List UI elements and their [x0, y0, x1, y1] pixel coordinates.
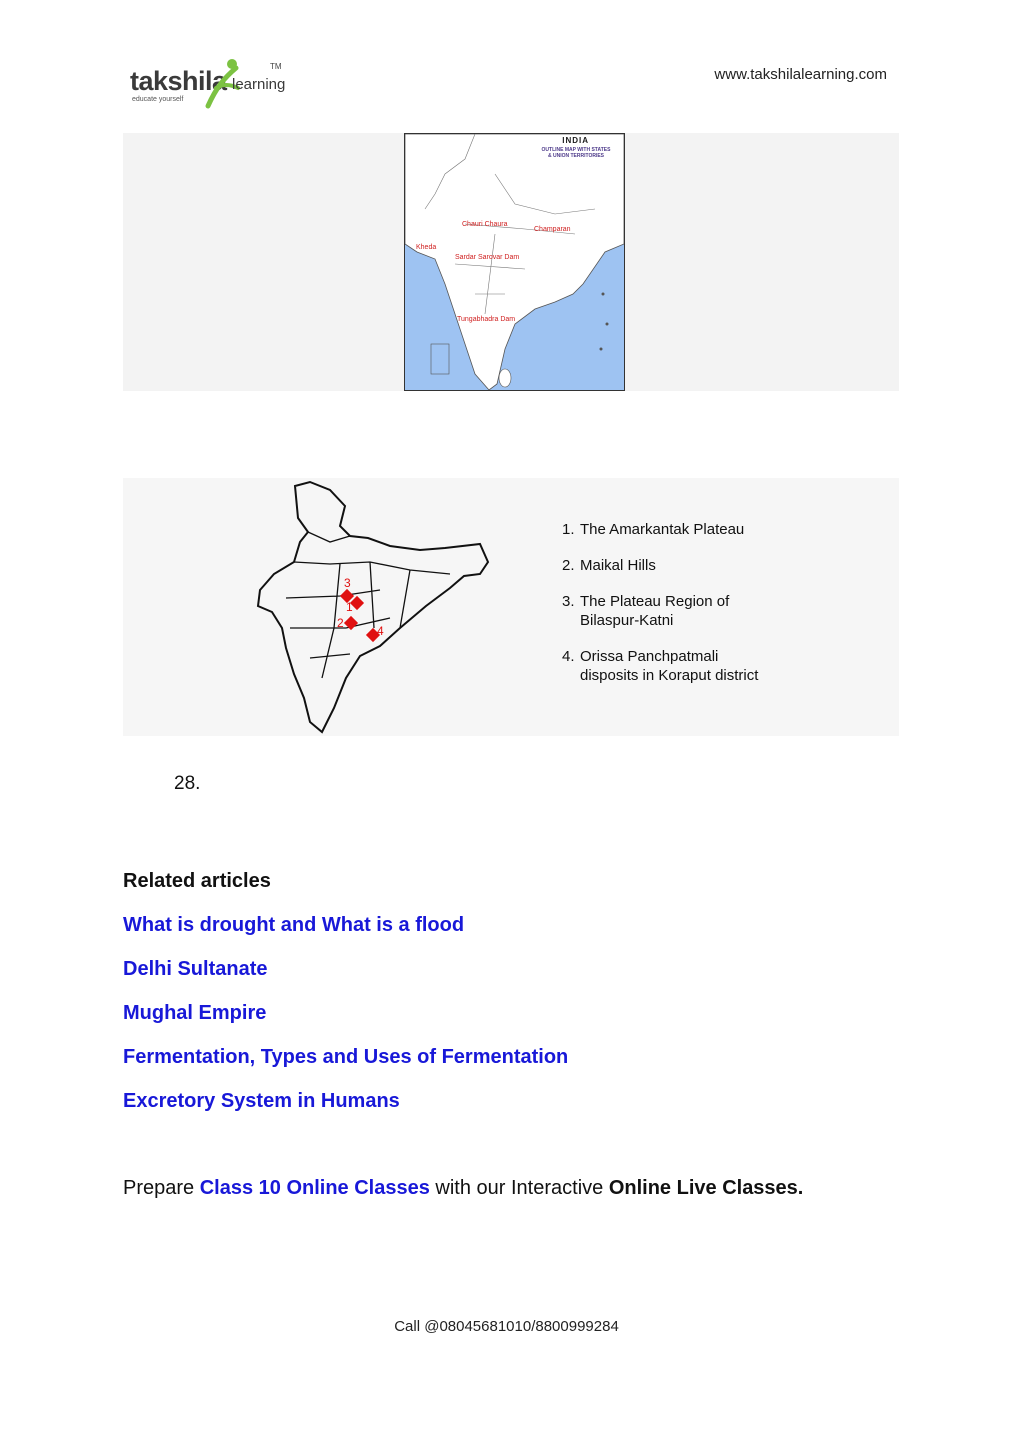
takshila-logo[interactable] — [130, 58, 290, 112]
related-link[interactable]: What is drought and What is a flood — [123, 914, 465, 936]
marker-label: 1 — [346, 600, 353, 614]
legend-item — [562, 592, 862, 630]
india-map-drawing — [405, 134, 624, 390]
related-link[interactable]: Excretory System in Humans — [123, 1090, 400, 1112]
logo-wordmark-learning: learning — [232, 76, 286, 93]
legend-text: The Plateau Region of Bilaspur-Katni — [580, 593, 730, 629]
legend-num: 2. — [562, 557, 575, 574]
legend-text: The Amarkantak Plateau — [580, 521, 745, 538]
legend-num: 3. — [562, 593, 575, 610]
legend-item — [562, 520, 862, 539]
marker-label: 2 — [337, 616, 344, 630]
india-plateau-map — [250, 478, 500, 736]
logo-tagline: educate yourself — [132, 96, 184, 103]
marker-label: 4 — [377, 624, 384, 638]
legend-item — [562, 556, 862, 575]
legend-num: 1. — [562, 521, 575, 538]
legend-text: Maikal Hills — [580, 557, 656, 574]
footer-call: Call @08045681010/8800999284 — [394, 1318, 619, 1335]
class10-online-classes-link[interactable]: Class 10 Online Classes — [199, 1177, 430, 1199]
place-label: Kheda — [416, 244, 437, 251]
place-label: Tungabhadra Dam — [457, 316, 516, 323]
marker-label: 3 — [344, 576, 351, 590]
place-label: Chauri Chaura — [462, 221, 508, 228]
logo-wordmark: takshila — [130, 66, 227, 96]
question-number: 28. — [174, 773, 201, 794]
map1-subtitle-line1: OUTLINE MAP WITH STATES — [541, 147, 611, 153]
plateau-legend — [562, 520, 862, 702]
india-outline-map — [404, 133, 625, 391]
place-label: Sardar Sarovar Dam — [455, 254, 520, 261]
related-articles-heading: Related articles — [123, 870, 271, 892]
legend-num: 4. — [562, 648, 575, 665]
prepare-prefix: Prepare — [123, 1177, 200, 1199]
legend-text: Orissa Panchpatmali disposits in Koraput district — [580, 648, 759, 684]
place-label: Champaran — [534, 226, 571, 233]
related-link[interactable]: Delhi Sultanate — [123, 958, 268, 980]
related-link[interactable]: Mughal Empire — [123, 1002, 267, 1024]
online-live-classes-text: Online Live Classes. — [608, 1177, 804, 1199]
related-link[interactable]: Fermentation, Types and Uses of Fermentation — [123, 1046, 569, 1068]
map1-title: INDIA — [562, 136, 589, 145]
map1-subtitle — [526, 147, 626, 159]
prepare-middle: with our Interactive — [429, 1177, 609, 1199]
plateau-map-drawing — [250, 478, 500, 736]
logo-trademark: TM — [270, 62, 282, 71]
prepare-line — [123, 1177, 803, 1200]
site-url[interactable]: www.takshilalearning.com — [714, 66, 887, 83]
legend-item — [562, 647, 862, 685]
map1-subtitle-line2: & UNION TERRITORIES — [547, 153, 605, 159]
